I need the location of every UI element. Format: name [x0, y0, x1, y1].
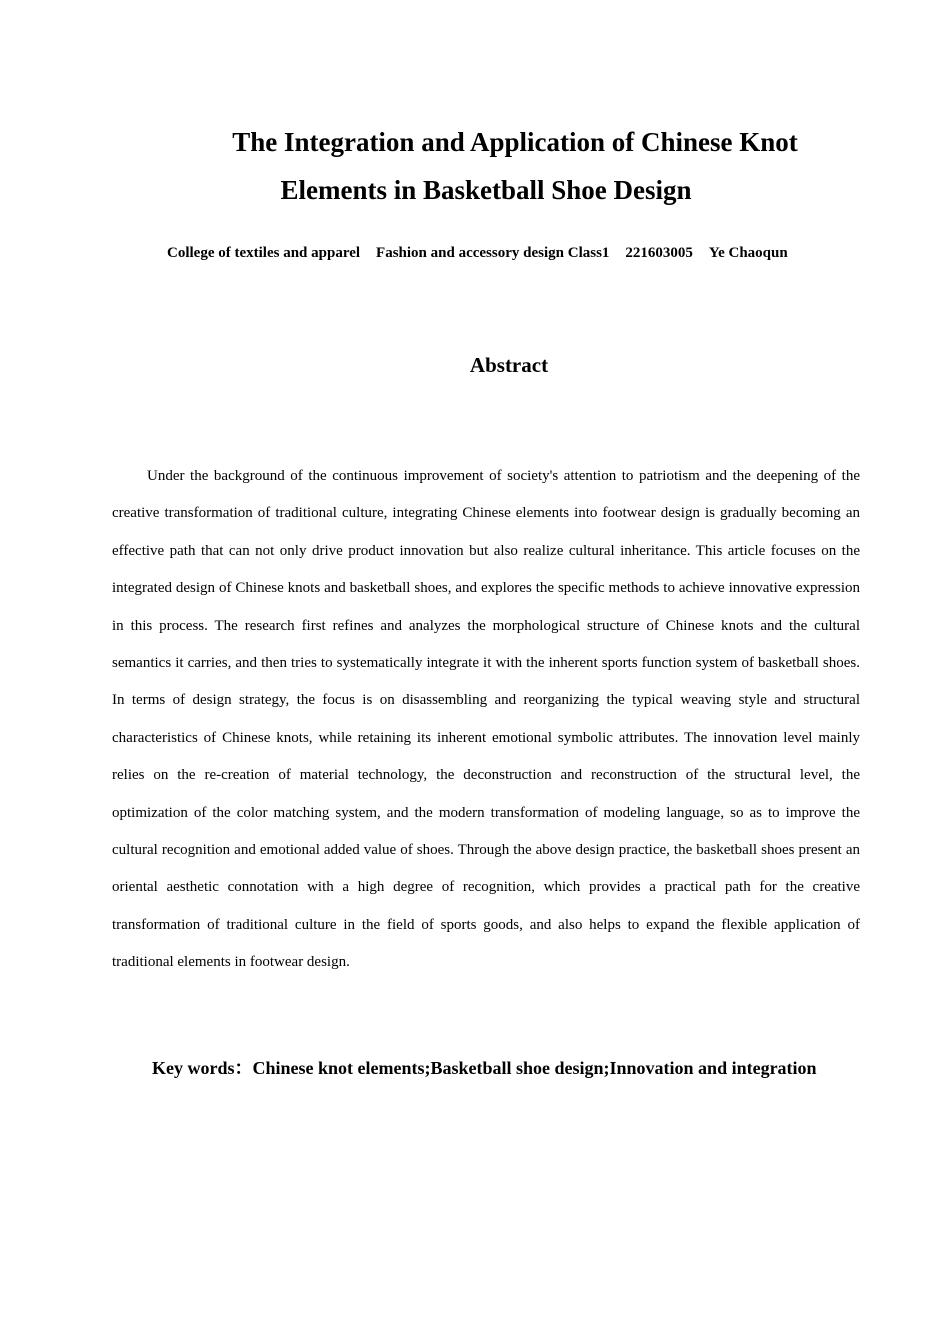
keywords-text: Chinese knot elements;Basketball shoe design;Innovation and integration: [252, 1058, 817, 1078]
author-class: Fashion and accessory design Class1: [376, 245, 610, 261]
keywords-line: [152, 1056, 817, 1080]
abstract-heading: Abstract: [469, 353, 549, 377]
paper-title-line-2: Elements in Basketball Shoe Design: [280, 175, 692, 205]
author-info: [167, 243, 788, 263]
paper-title-line-1: The Integration and Application of Chinese Knot: [232, 127, 798, 157]
keywords-label: Key words：: [152, 1058, 253, 1078]
abstract-body: Under the background of the continuous improvement of society's attention to patriotism and the deepening of the creative transformation of traditional culture, integrating Chinese elements into footwear design is gradually becoming an effective path that can not only drive product innovation but also realize cultural inheritance. This article focuses on the integrated design of Chinese knots and basketball shoes, and explores the specific methods to achieve innovative expression in this process. The research first refines and analyzes the morphological structure of Chinese knots and the cultural semantics it carries, and then tries to systematically integrate it with the inherent sports function system of basketball shoes. In terms of design strategy, the focus is on disassembling and reorganizing the typical weaving style and structural characteristics of Chinese knots, while retaining its inherent emotional symbolic attributes. The innovation level mainly relies on the re-creation of material technology, the deconstruction and reconstruction of the structural level, the optimization of the color matching system, and the modern transformation of modeling language, so as to improve the cultural recognition and emotional added value of shoes. Through the above design practice, the basketball shoes present an oriental aesthetic connotation with a high degree of recognition, which provides a practical path for the creative transformation of traditional culture in the field of sports goods, and also helps to expand the flexible application of traditional elements in footwear design.: [112, 468, 860, 971]
author-college: College of textiles and apparel: [167, 245, 361, 261]
author-student-id: 221603005: [625, 245, 693, 261]
author-name: Ye Chaoqun: [708, 245, 788, 261]
